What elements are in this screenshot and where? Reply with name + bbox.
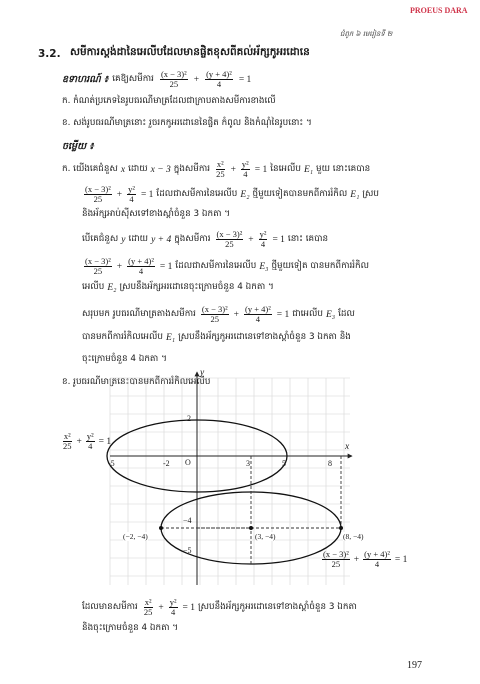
var: E₁ bbox=[165, 332, 176, 343]
var: E₃ bbox=[325, 309, 336, 320]
fraction bbox=[86, 432, 95, 451]
numerator: y² bbox=[169, 597, 177, 607]
equation-rhs: = 1 bbox=[98, 436, 112, 447]
numerator: (x − 3)² bbox=[201, 304, 228, 314]
numerator: (x − 3)² bbox=[160, 69, 187, 79]
equation-rhs: = 1 bbox=[238, 74, 252, 85]
denominator: 4 bbox=[260, 239, 266, 249]
text: ដែលជាសមីការនៃអេលីប bbox=[175, 261, 257, 271]
text: ជាអេលីប bbox=[292, 309, 323, 319]
var: E₂ bbox=[107, 282, 117, 293]
denominator: 25 bbox=[63, 441, 72, 451]
conclusion-line2: និងចុះក្រោមចំនួន 4 ឯកតា ។ bbox=[82, 623, 179, 633]
equation-rhs: = 1 bbox=[140, 189, 154, 200]
tick-label: −4 bbox=[183, 516, 192, 525]
tick-label: -2 bbox=[163, 459, 170, 468]
origin-label: O bbox=[185, 458, 191, 467]
denominator: 25 bbox=[225, 239, 234, 249]
solution-p3-line3: ចុះក្រោមចំនួន 4 ឯកតា ។ bbox=[82, 354, 167, 364]
denominator: 4 bbox=[255, 314, 260, 324]
publisher-brand: PROEUS DARA bbox=[410, 6, 468, 15]
numerator: x² bbox=[63, 431, 71, 441]
text: ដែលមានសមីការ bbox=[82, 602, 138, 612]
right-vertex-point bbox=[339, 526, 343, 530]
fraction bbox=[143, 598, 154, 617]
lower-ellipse-equation bbox=[320, 550, 407, 569]
numerator: (x − 3)² bbox=[85, 184, 111, 194]
var: y bbox=[121, 234, 126, 245]
section-title: សមីការស្តង់ដានៃអេលីបដែលមានផ្ចិតខុសពីគល់អ័ក្សកូអរដោនេ bbox=[70, 46, 310, 58]
text: ក. យើងគេជំនួស bbox=[62, 164, 118, 174]
example-label: ឧទាហរណ៍ ៖ bbox=[62, 73, 109, 85]
text: ថ្មីមួយទៀត បានមកពីការរំកិល bbox=[271, 261, 370, 271]
equation-rhs: = 1 bbox=[394, 554, 408, 565]
numerator: (y + 4)² bbox=[364, 549, 390, 559]
center-point bbox=[249, 526, 253, 530]
text: ស្របនឹងអ័ក្សអរដោនេចុះក្រោមចំនួន 4 ឯកតា ។ bbox=[119, 282, 274, 292]
right-vertex-label: (8, −4) bbox=[343, 532, 364, 541]
denominator: 25 bbox=[210, 314, 219, 324]
numerator: x² bbox=[144, 597, 152, 607]
conclusion-line1 bbox=[82, 598, 357, 617]
upper-ellipse-equation bbox=[60, 432, 111, 451]
operator: + bbox=[158, 602, 164, 613]
operator: + bbox=[116, 261, 123, 272]
text: ក្នុងសមីការ bbox=[173, 164, 211, 174]
numerator: (x − 3)² bbox=[85, 256, 111, 266]
text: ដោយ bbox=[128, 164, 148, 174]
left-vertex-point bbox=[159, 526, 163, 530]
solution-p1-line3: និងអ័ក្សអាប់ស៊ីសទៅខាងស្តាំចំនួន 3 ឯកតា ។ bbox=[82, 209, 231, 219]
numerator: y² bbox=[128, 184, 135, 194]
text: មួយ នោះគេបាន bbox=[316, 164, 371, 174]
text: បានមកពីការរំកិលអេលីប bbox=[82, 332, 163, 342]
solution-label: ចម្លើយ ៖ bbox=[62, 141, 94, 152]
text: សរុបមក រូបធរណីមាត្រតាងសមីការ bbox=[82, 309, 196, 319]
tick-label: −5 bbox=[183, 546, 192, 555]
tick-label: -5 bbox=[108, 459, 115, 468]
tick-label: 5 bbox=[282, 459, 286, 468]
denominator: 25 bbox=[331, 559, 341, 569]
var: E₃ bbox=[259, 261, 269, 272]
center-label: (3, −4) bbox=[255, 532, 276, 541]
fraction bbox=[62, 432, 73, 451]
text: ស្របនឹងអ័ក្សកូអរដោនេទៅខាងស្តាំចំនួន 3 ឯកតា bbox=[198, 602, 357, 612]
text: ស្រប bbox=[362, 189, 379, 199]
numerator: (y + 4)² bbox=[206, 69, 232, 79]
numerator: (x − 3)² bbox=[323, 549, 349, 559]
denominator: 25 bbox=[143, 607, 153, 617]
denominator: 25 bbox=[216, 169, 225, 179]
text: ដែលជាសមីការនៃអេលីប bbox=[156, 189, 238, 199]
var: E₁ bbox=[350, 189, 360, 200]
text: ស្របនឹងអ័ក្សកូអរដោនេទៅខាងស្តាំចំនួន 3 ឯកតា និង bbox=[178, 332, 351, 342]
denominator: 4 bbox=[243, 169, 248, 179]
operator: + bbox=[193, 74, 200, 85]
operator: + bbox=[353, 554, 360, 565]
section-number: 3.2. bbox=[38, 48, 61, 60]
denominator: 4 bbox=[170, 607, 176, 617]
x-axis-label: x bbox=[345, 442, 350, 452]
numerator: x² bbox=[216, 159, 224, 169]
tick-label: 8 bbox=[328, 459, 332, 468]
example-intro: គេឱ្យសមីការ bbox=[112, 74, 154, 84]
text: ដែល bbox=[338, 309, 355, 319]
fraction bbox=[363, 550, 391, 569]
operator: + bbox=[230, 164, 236, 175]
numerator: (y + 4)² bbox=[245, 304, 271, 314]
y-axis-label: y bbox=[200, 368, 205, 378]
text: ថ្មីមួយទៀតបានមកពីការរំកិល bbox=[252, 189, 348, 199]
denominator: 25 bbox=[169, 79, 179, 89]
text: នោះ គេបាន bbox=[287, 234, 329, 244]
numerator: y² bbox=[86, 431, 94, 441]
task-a: ក. កំណត់ប្រភេទនៃរូបធរណីមាត្រដែលជាក្រាបតាងសមីការខាងលើ bbox=[62, 96, 276, 106]
equation-rhs: = 1 bbox=[254, 164, 268, 175]
equation-rhs: = 1 bbox=[272, 234, 285, 245]
denominator: 4 bbox=[88, 441, 93, 451]
text: អេលីប bbox=[82, 282, 105, 292]
var: x bbox=[120, 164, 126, 175]
left-vertex-label: (−2, −4) bbox=[123, 532, 148, 541]
var: y + 4 bbox=[151, 234, 172, 245]
text: ដោយ bbox=[128, 234, 149, 244]
var: E₁ bbox=[303, 164, 314, 175]
text: ក្នុងសមីការ bbox=[174, 234, 211, 244]
equation-rhs: = 1 bbox=[276, 309, 290, 320]
page-number: 197 bbox=[407, 660, 422, 671]
numerator: y² bbox=[241, 159, 249, 169]
equation-rhs: = 1 bbox=[182, 602, 195, 613]
operator: + bbox=[76, 436, 82, 447]
operator: + bbox=[116, 189, 123, 200]
running-head: ជំពូក ៦ មេរៀនទី ២ bbox=[340, 30, 393, 38]
fraction bbox=[322, 550, 350, 569]
denominator: 4 bbox=[129, 194, 134, 204]
numerator: y² bbox=[259, 229, 267, 239]
operator: + bbox=[233, 309, 239, 320]
denominator: 4 bbox=[216, 79, 222, 89]
solution-part-b: ខ. រូបធរណីមាត្រនេះបានមកពីការរំកិលអេលីប bbox=[62, 377, 211, 387]
var: E₂ bbox=[240, 189, 250, 200]
numerator: (x − 3)² bbox=[216, 229, 243, 239]
denominator: 25 bbox=[93, 266, 103, 276]
tick-label: 2 bbox=[187, 414, 191, 423]
denominator: 4 bbox=[374, 559, 380, 569]
tick-label: 3 bbox=[246, 459, 250, 468]
equation-rhs: = 1 bbox=[159, 261, 173, 272]
var: x − 3 bbox=[150, 164, 171, 175]
text: នៃអេលីប bbox=[270, 164, 301, 174]
denominator: 25 bbox=[93, 194, 103, 204]
numerator: (y + 4)² bbox=[128, 256, 154, 266]
denominator: 4 bbox=[138, 266, 144, 276]
fraction bbox=[169, 598, 178, 617]
task-b: ខ. សង់រូបធរណីមាត្រនោះ រួចរកកូអរដោនេនៃផ្ចិត កំពូល និងកំណុំនៃរូបនោះ ។ bbox=[62, 118, 312, 128]
text: បើគេជំនួស bbox=[82, 234, 119, 244]
operator: + bbox=[248, 234, 254, 245]
